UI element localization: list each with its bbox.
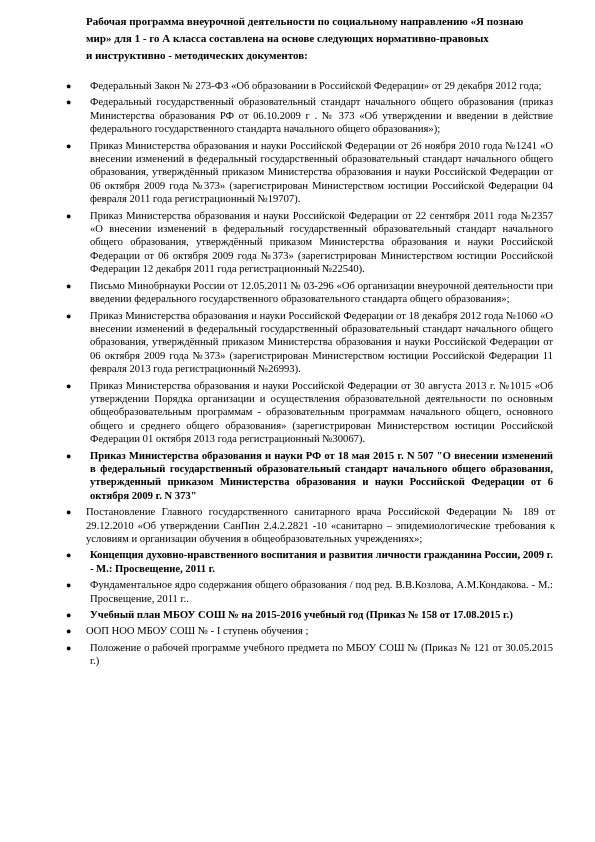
list-item xyxy=(0,280,595,307)
list-item xyxy=(0,80,595,93)
list-item xyxy=(0,450,595,504)
list-item-text: Приказ Министерства образования и науки РФ от 18 мая 2015 г. N 507 "О внесении изменений в федеральный государственный образовательный стандарт начального общего образования, утвержденный приказом Министерства образования и науки Российской Федерации от 6 октября 2009 г. N 373" xyxy=(90,450,553,502)
bullet-icon: ● xyxy=(66,140,72,151)
list-item-text: Письмо Минобрнауки России от 12.05.2011 № 03-296 «Об организации внеурочной деятельности при введении федерального государственного образовательного стандарта общего образования»; xyxy=(90,280,553,306)
list-item xyxy=(0,310,595,377)
list-item-text: Учебный план МБОУ СОШ № на 2015-2016 учебный год (Приказ № 158 от 17.08.2015 г.) xyxy=(90,610,513,622)
bullet-icon: ● xyxy=(66,97,72,108)
list-item xyxy=(0,549,595,576)
intro-line: мир» для 1 - го А класса составлена на основе следующих нормативно-правовых xyxy=(86,33,489,45)
intro-line: Рабочая программа внеурочной деятельности по социальному направлению «Я познаю xyxy=(86,16,524,28)
document-list xyxy=(0,80,595,672)
bullet-icon: ● xyxy=(66,210,72,221)
list-item xyxy=(0,140,595,207)
list-item-text: Приказ Министерства образования и науки Российской Федерации от 22 сентября 2011 года №2357 «О внесении изменений в федеральный государственный образовательный стандарт начального общего образования, утверждённый приказом Министерства образования и науки Российской Федерации от 06 октября 2009 года №373» (зарегистрирован Министерством юстиции Российской Федерации 12 декабря 2011 года регистрационный №22540). xyxy=(90,210,553,276)
list-item xyxy=(0,609,595,622)
list-item-text: ООП НОО МБОУ СОШ № - I ступень обучения ; xyxy=(86,626,309,638)
bullet-icon: ● xyxy=(66,610,72,621)
list-item-text: Приказ Министерства образования и науки Российской Федерации от 18 декабря 2012 года №1060 «О внесении изменений в федеральный государственный образовательный стандарт начального общего образования, утверждённый приказом Министерства образования и науки Российской Федерации от 06 октября 2009 года №373» (зарегистрирован Министерством юстиции Российской Федерации 11 февраля 2013 года регистрационный №26993). xyxy=(90,310,553,376)
intro-paragraph xyxy=(86,14,556,65)
list-item xyxy=(0,625,595,638)
bullet-icon: ● xyxy=(66,81,72,91)
list-item xyxy=(0,642,595,669)
list-item xyxy=(0,96,595,136)
list-item-text: Приказ Министерства образования и науки Российской Федерации от 30 августа 2013 г. №1015 «Об утверждении Порядка организации и осуществления образовательной деятельности по основным общеобразовательным программам - образовательным программам начального общего, основного общего и среднего общего образования» (зарегистрирован Министерством юстиции Российской Федерации 01 октября 2013 года регистрационный №30067). xyxy=(90,380,553,446)
list-item-text: Федеральный Закон № 273-ФЗ «Об образовании в Российской Федерации» от 29 декабря 2012 года; xyxy=(90,81,542,92)
list-item-text: Федеральный государственный образовательный стандарт начального общего образования (приказ Министерства образования РФ от 06.10.2009 г . № 373 «Об утверждении и введении в действие федерального государственного стандарта начального общего образования»); xyxy=(90,97,553,136)
list-item-text: Концепция духовно-нравственного воспитания и развития личности гражданина России, 2009 г. - М.: Просвещение, 2011 г. xyxy=(90,550,553,575)
bullet-icon: ● xyxy=(66,280,72,291)
bullet-icon: ● xyxy=(66,626,72,637)
bullet-icon: ● xyxy=(66,642,72,653)
list-item-text: Приказ Министерства образования и науки Российской Федерации от 26 ноября 2010 года №1241 «О внесении изменений в федеральный государственный образовательный стандарт начального общего образования, утверждённый приказом Министерства образования и науки Российской Федерации от 06 октября 2009 года №373» (зарегистрирован Министерством юстиции Российской Федерации 04 февраля 2011 года регистрационный №19707). xyxy=(90,140,553,206)
list-item-text: Положение о рабочей программе учебного предмета по МБОУ СОШ № (Приказ № 121 от 30.05.2015 г.) xyxy=(90,642,553,668)
intro-line: и инструктивно - методических документов: xyxy=(86,50,308,62)
bullet-icon: ● xyxy=(66,450,72,461)
list-item xyxy=(0,380,595,447)
list-item xyxy=(0,579,595,606)
list-item-text: Постановление Главного государственного санитарного врача Российской Федерации № 189 от 29.12.2010 «Об утверждении СанПин 2.4.2.2821 -10 «санитарно – эпидемиологические требования к условиям и организации обучения в общеобразовательных учреждениях»; xyxy=(86,507,555,545)
bullet-icon: ● xyxy=(66,507,72,518)
list-item xyxy=(0,506,595,546)
bullet-icon: ● xyxy=(66,310,72,321)
list-item-text: Фундаментальное ядро содержания общего образования / под ред. В.В.Козлова, А.М.Кондакова. - М.: Просвещение, 2011 г.. xyxy=(90,580,553,605)
bullet-icon: ● xyxy=(66,380,72,391)
bullet-icon: ● xyxy=(66,550,72,561)
bullet-icon: ● xyxy=(66,580,72,591)
list-item xyxy=(0,210,595,277)
